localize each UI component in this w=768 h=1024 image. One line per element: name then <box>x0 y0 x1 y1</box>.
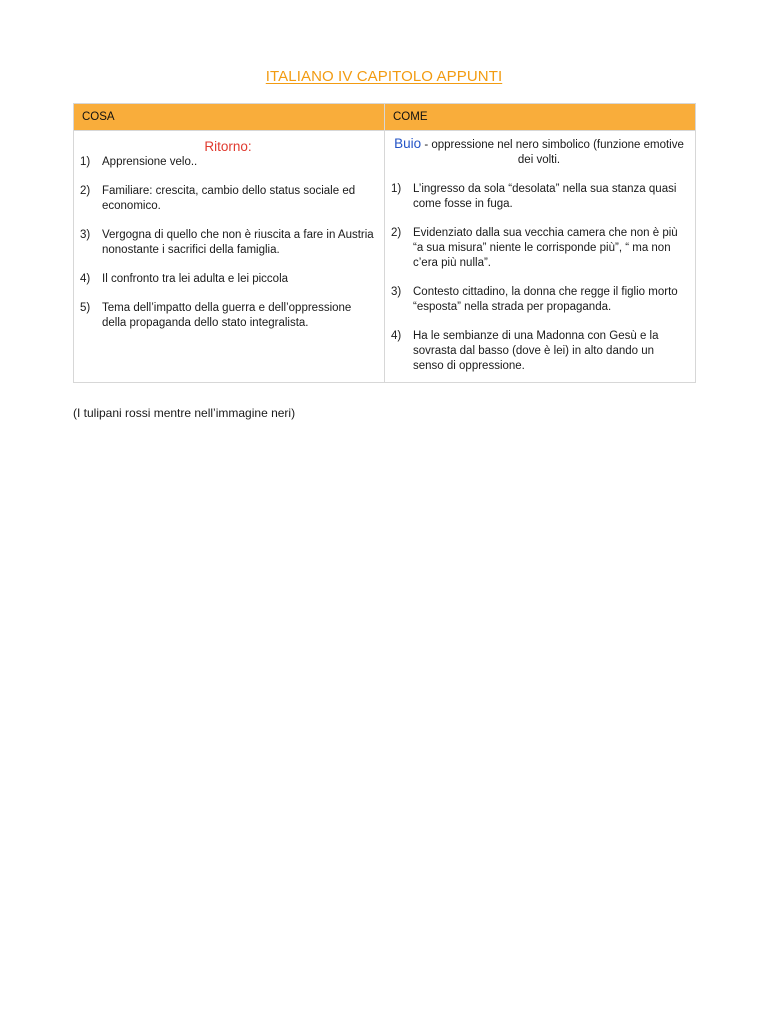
item-text: Evidenziato dalla sua vecchia camera che non è più “a sua misura” niente le corrisponde più”, “ ma non c’era più nulla”. <box>413 227 678 269</box>
item-text: Familiare: crescita, cambio dello status sociale ed economico. <box>102 185 356 212</box>
come-list <box>391 182 687 374</box>
come-intro-text: - oppressione nel nero simbolico (funzione emotive dei volti. <box>421 139 684 166</box>
list-item <box>80 301 376 331</box>
page-title: ITALIANO IV CAPITOLO APPUNTI <box>265 68 503 85</box>
item-number: 4) <box>80 273 91 285</box>
item-number: 2) <box>80 185 91 197</box>
notes-table <box>73 103 696 383</box>
list-item <box>391 329 687 374</box>
item-number: 3) <box>391 286 402 298</box>
list-item <box>80 155 376 170</box>
footnote: (I tulipani rossi mentre nell’immagine neri) <box>73 406 296 420</box>
list-item <box>80 272 376 287</box>
item-number: 5) <box>80 302 91 314</box>
item-number: 1) <box>391 183 402 195</box>
table-header-row <box>74 104 696 131</box>
item-text: Vergogna di quello che non è riuscita a fare in Austria nonostante i sacrifici della famiglia. <box>102 229 374 256</box>
cosa-heading: Ritorno: <box>204 139 252 154</box>
header-cosa: COSA <box>74 104 385 131</box>
item-text: Contesto cittadino, la donna che regge il figlio morto “esposta” nella strada per propaganda. <box>413 286 678 313</box>
list-item <box>80 228 376 258</box>
list-item <box>80 184 376 214</box>
item-number: 4) <box>391 330 402 342</box>
item-text: Tema dell’impatto della guerra e dell’oppressione della propaganda dello stato integralista. <box>102 302 352 329</box>
header-come: COME <box>385 104 696 131</box>
item-number: 3) <box>80 229 91 241</box>
list-item <box>391 182 687 212</box>
item-text: Ha le sembianze di una Madonna con Gesù e la sovrasta dal basso (dove è lei) in alto dando un senso di oppressione. <box>413 330 659 372</box>
come-cell <box>385 131 696 383</box>
item-number: 1) <box>80 156 91 168</box>
item-text: L’ingresso da sola “desolata” nella sua stanza quasi come fosse in fuga. <box>413 183 677 210</box>
come-intro <box>391 136 687 168</box>
item-text: Apprensione velo.. <box>102 156 198 168</box>
cosa-list <box>80 155 376 331</box>
come-heading: Buio <box>394 136 422 151</box>
list-item <box>391 226 687 271</box>
cosa-cell <box>74 131 385 383</box>
list-item <box>391 285 687 315</box>
item-number: 2) <box>391 227 402 239</box>
item-text: Il confronto tra lei adulta e lei piccola <box>102 273 289 285</box>
table-row <box>74 131 696 383</box>
